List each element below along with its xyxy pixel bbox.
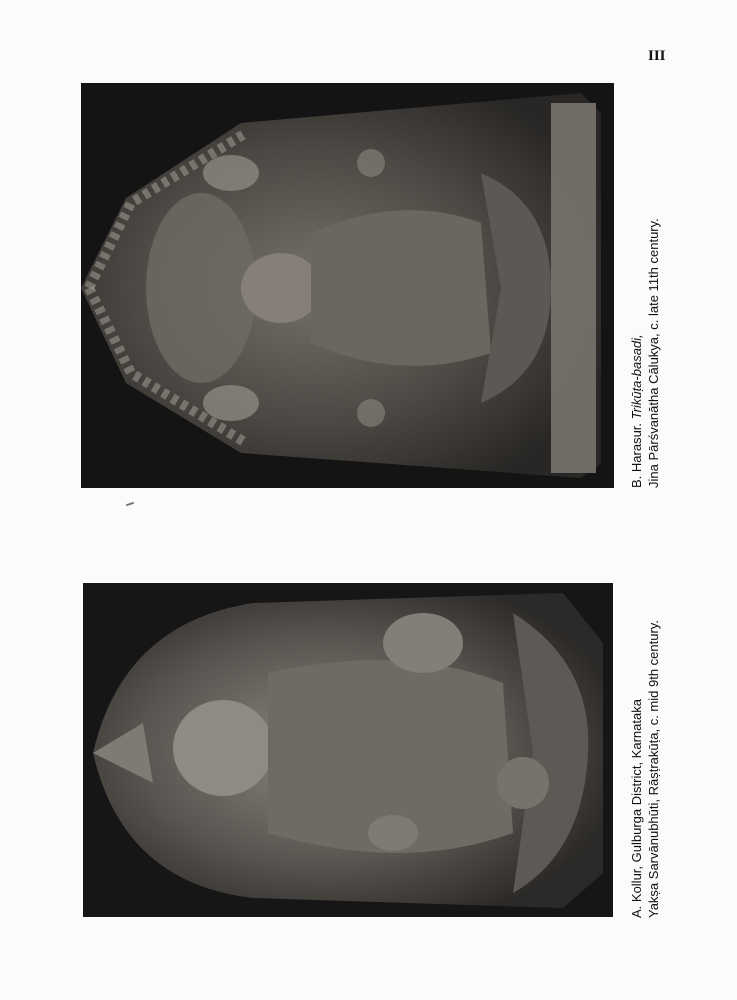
- scan-artifact: [126, 502, 134, 507]
- caption-b-site: Trikūṭa-basadi,: [629, 334, 644, 420]
- caption-b-place: B. Harasur.: [629, 419, 644, 488]
- plate-number: III: [648, 48, 666, 64]
- caption-a-place: A. Kollur, Gulburga District, Karnataka: [629, 699, 644, 918]
- caption-a-subject: Yakṣa Sarvānubhūti, Rāṣṭrakūṭa, c. mid 9th century.: [646, 620, 661, 918]
- caption-b-subject: Jina Pārśvanātha Cālukya, c. late 11th century.: [646, 218, 661, 488]
- photo-jina-parsvanatha: [81, 83, 614, 488]
- photo-yaksa-sarvanubhuti: [83, 583, 613, 917]
